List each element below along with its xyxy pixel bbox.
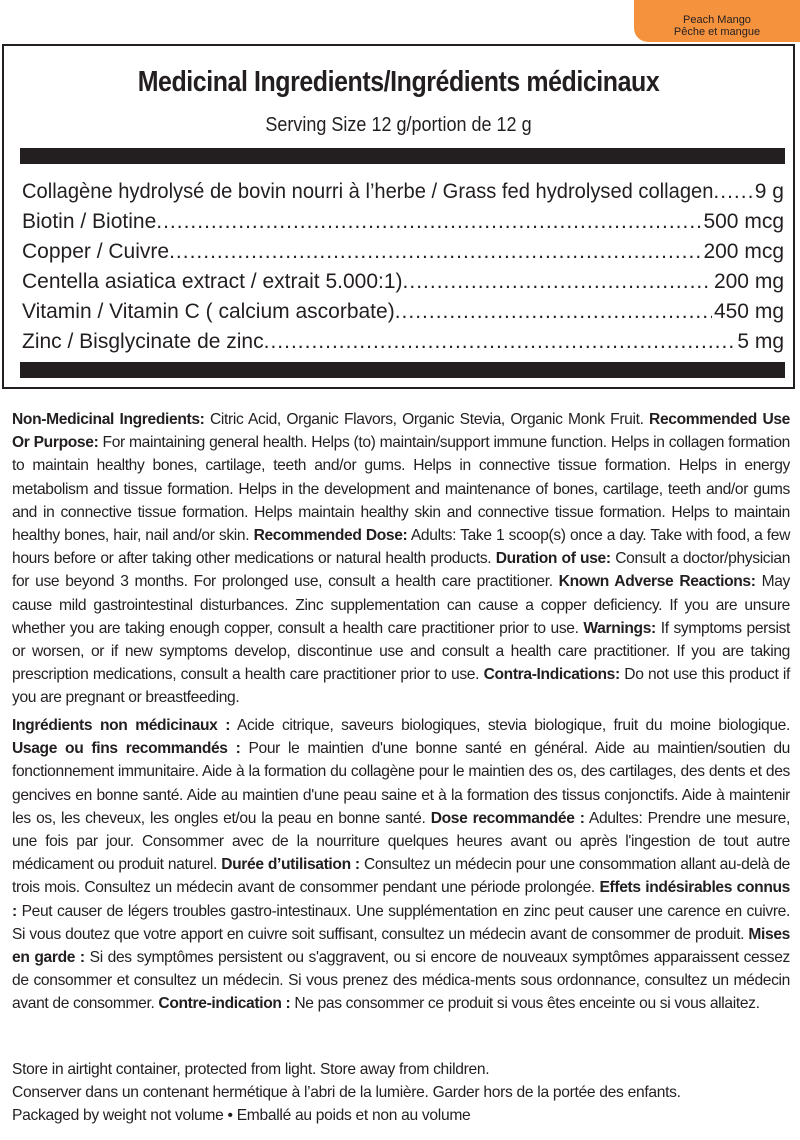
section-label: Dose recommandée : <box>430 809 585 827</box>
section-text: May cause mild gastrointestinal disturbances. Zinc supplementation can cause a copper deficiency. If you are unsure whether you are taking enough copper, consult a health care practitioner prior to use. <box>12 573 790 637</box>
section-label: Contre-indication : <box>158 995 291 1013</box>
divider-bar-top <box>20 148 785 164</box>
section-label: Warnings: <box>583 619 656 637</box>
ingredient-amount: 9 g <box>754 180 784 203</box>
ingredient-amount: 200 mcg <box>703 240 784 263</box>
leader-dots <box>395 300 712 324</box>
section-text: If symptoms persist or worsen, or if new symptoms develop, discontinue use and consult a health care practitioner. If you are taking prescription medications, consult a health care practitioner prior to use. <box>12 619 791 684</box>
section-label: Mises en garde : <box>12 925 790 967</box>
ingredient-amount: 200 mg <box>713 270 784 293</box>
french-label-text <box>12 714 790 1016</box>
packaging-note: Packaged by weight not volume • Emballé au poids et non au volume <box>12 1107 471 1124</box>
storage-fr: Conserver dans un contenant hermétique à l’abri de la lumière. Garder hors de la portée des enfants. <box>12 1084 681 1101</box>
ingredient-list <box>22 180 784 360</box>
flavor-en: Peach Mango <box>683 14 751 26</box>
section-label: Durée d’utilisation : <box>221 856 360 874</box>
ingredient-row <box>22 240 784 270</box>
ingredient-amount: 500 mcg <box>703 210 784 233</box>
leader-dots <box>156 210 701 234</box>
ingredient-row <box>22 330 784 360</box>
ingredient-row <box>22 210 784 240</box>
flavor-tab <box>634 0 800 42</box>
ingredient-row <box>22 180 784 210</box>
ingredient-row <box>22 300 784 330</box>
section-text: Acide citrique, saveurs biologiques, stevia biologique, fruit du moine biologique. <box>230 717 790 734</box>
divider-bar-bottom <box>20 362 785 378</box>
section-text: Adults: Take 1 scoop(s) once a day. Take with food, a few hours before or after taking other medications or natural health products. <box>12 527 790 568</box>
leader-dots <box>169 240 701 264</box>
english-label-text <box>12 408 790 710</box>
section-label: Recommended Dose: <box>253 527 408 545</box>
section-label: Recommended Use Or Purpose: <box>12 411 790 452</box>
leader-dots <box>713 180 752 204</box>
section-text: Peut causer de légers troubles gastro-intestinaux. Une supplémentation en zinc peut causer une carence en cuivre. Si vous doutez que votre apport en cuivre soit suffisant, consultez un médecin avant de consommer de produit. <box>12 902 790 943</box>
leader-dots <box>264 330 736 354</box>
section-label: Non-Medicinal Ingredients: <box>12 411 205 428</box>
section-label: Effets indésirables connus : <box>12 879 790 920</box>
section-text: Pour le maintien d'une bonne santé en général. Aide au maintien/soutien du fonctionnement immunitaire. Aide à la formation du collagène pour le maintien des os, des cartilages, des dents et des gencives en bonne santé. Aide au maintien d'une peau saine et à la formation des tissus conjonctifs. Aide à maintenir les os, les cheveux, les ongles et/ou la peau en bonne santé. <box>12 740 790 827</box>
ingredient-amount: 5 mg <box>737 330 784 353</box>
section-label: Known Adverse Reactions: <box>558 573 756 591</box>
section-label: Contra-Indications: <box>483 666 620 684</box>
serving-size: Serving Size 12 g/portion de 12 g <box>265 114 532 136</box>
section-text: For maintaining general health. Helps (to) maintain/support immune function. Helps in collagen formation to maintain healthy bones, cartilage, teeth and/or gums. Helps in connective tissue formation. Helps in energy metabolism and tissue formation. Helps in the development and maintenance of bones, cartilage, teeth and/or gums and in connective tissue formation. Helps maintain healthy skin and connective tissue formation. Helps to maintain healthy bones, hair, nail and/or skin. <box>12 434 790 545</box>
section-text: Do not use this product if you are pregnant or breastfeeding. <box>12 666 791 707</box>
ingredient-name: Collagène hydrolysé de bovin nourri à l’herbe / Grass fed hydrolysed collagen <box>22 180 714 203</box>
section-label: Ingrédients non médicinaux : <box>12 717 231 734</box>
ingredient-name: Zinc / Bisglycinate de zinc <box>22 330 264 353</box>
leader-dots <box>403 270 712 294</box>
section-text: Consultez un médecin pour une consommation allant au-delà de trois mois. Consultez un médecin avant de consommer pendant une période prolongée. <box>12 856 790 897</box>
section-text: Si des symptômes persistent ou s'aggravent, ou si encore de nouveaux symptômes apparaissent cessez de consommer et consultez un médecin. Si vous prenez des médica-ments sous ordonnance, consultez un médecin avant de consommer. <box>12 949 790 1013</box>
section-text: Consult a doctor/physician for use beyond 3 months. For prolonged use, consult a health care practitioner. <box>12 550 791 591</box>
section-label: Usage ou fins recommandés : <box>12 740 241 758</box>
section-text: Ne pas consommer ce produit si vous êtes enceinte ou si vous allaitez. <box>290 995 760 1013</box>
ingredient-row <box>22 270 784 300</box>
section-label: Duration of use: <box>495 550 611 568</box>
medicinal-ingredients-panel <box>2 44 795 389</box>
ingredient-amount: 450 mg <box>713 300 784 323</box>
section-text: Citric Acid, Organic Flavors, Organic Stevia, Organic Monk Fruit. <box>204 411 650 428</box>
flavor-fr: Pêche et mangue <box>673 26 761 38</box>
storage-en: Store in airtight container, protected from light. Store away from children. <box>12 1061 490 1078</box>
storage-footer <box>12 1058 790 1127</box>
ingredient-name: Copper / Cuivre <box>22 240 170 263</box>
ingredient-name: Biotin / Biotine <box>22 210 157 233</box>
panel-title: Medicinal Ingredients/Ingrédients médicinaux <box>137 66 660 98</box>
ingredient-name: Centella asiatica extract / extrait 5.000:1) <box>22 270 403 293</box>
section-text: Adultes: Prendre une mesure, une fois par jour. Consommer avec de la nourriture quelques heures avant ou après l'ingestion de tout autre médicament ou produit naturel. <box>12 809 790 874</box>
ingredient-name: Vitamin / Vitamin C ( calcium ascorbate) <box>22 300 395 323</box>
